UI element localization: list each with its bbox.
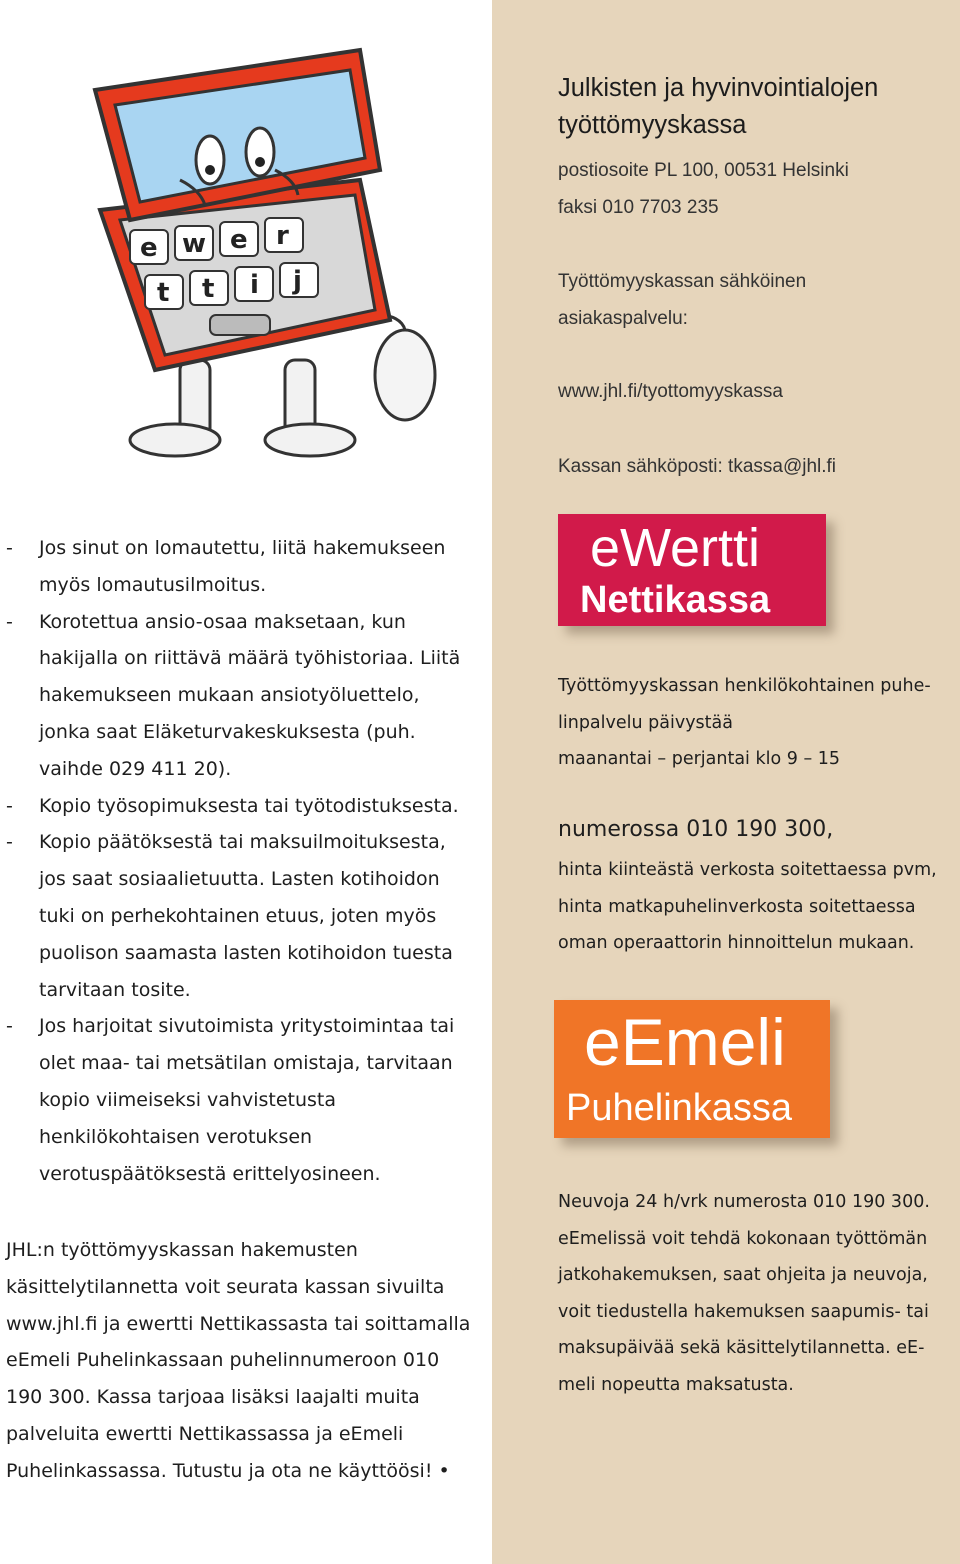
list-bullet: - (6, 831, 13, 854)
info-paragraph: JHL:n työttömyyskassan hakemusten käsittelytilannetta voit seurata kassan sivuilta www.jhl.fi ja ewertti Nettikassasta tai soittamalla eEmeli Puhelinkassaan puhelinnumeroon 010 190 300. Kassa tarjoaa lisäksi laajalti muita palveluita ewertti Nettikassassa ja eEmeli Puhelinkassassa. Tutustu ja ota ne käyttöösi! • (6, 1239, 471, 1482)
eemeli-subtitle: Puhelinkassa (566, 1087, 793, 1129)
key-label: j (293, 266, 302, 296)
ewertti-badge (558, 514, 826, 626)
list-item: - Jos harjoitat sivutoimista yritystoimintaa tai olet maa- tai metsätilan omistaja, tarvitaan kopio viimeiseksi vahvistetusta henkilökohtaisen verotuksen verotuspäätöksestä erittelyosineen. (6, 1008, 476, 1192)
list-item: - Jos sinut on lomautettu, liitä hakemukseen myös lomautusilmoitus. (6, 530, 476, 604)
key-label: w (182, 229, 207, 259)
list-bullet: - (6, 794, 13, 817)
list-bullet: - (6, 1015, 13, 1038)
service-label: Työttömyyskassan sähköinen asiakaspalvelu: (558, 271, 807, 329)
pricing-info: hinta kiinteästä verkosta soitettaessa pvm, hinta matkapuhelinverkosta soitettaessa oman operaattorin hinnoittelun mukaan. (558, 860, 937, 953)
kassa-title: Julkisten ja hyvinvointialojen työttömyyskassa (558, 74, 879, 139)
requirements-list (6, 530, 476, 1192)
list-bullet: - (6, 537, 13, 559)
key-label: e (140, 233, 158, 263)
key-label: i (250, 270, 259, 300)
eemeli-info: Neuvoja 24 h/vrk numerosta 010 190 300. eEmelissä voit tehdä kokonaan työttömän jatkohakemuksen, saat ohjeita ja neuvoja, voit tiedustella hakemuksen saapumis- tai maksupäivää sekä käsittelytilannetta. eE- meli nopeutta maksatusta. (558, 1192, 930, 1395)
key-label: t (157, 278, 170, 308)
laptop-mascot-icon (60, 30, 460, 490)
key-label: r (276, 221, 289, 251)
key-label: e (230, 225, 248, 255)
key-label: t (202, 274, 215, 304)
website-link[interactable]: www.jhl.fi/tyottomyyskassa (558, 381, 783, 402)
postal-address: postiosoite PL 100, 00531 Helsinki faksi 010 7703 235 (558, 160, 849, 218)
list-item: - Korotettua ansio-osaa maksetaan, kun hakijalla on riittävä määrä työhistoriaa. Liitä hakemukseen mukaan ansiotyöluettelo, jonka saat Eläketurvakeskuksesta (puh. vaihde 029 411 20). (6, 604, 476, 788)
phone-service-info: Työttömyyskassan henkilökohtainen puhe- linpalvelu päivystää maanantai – perjantai klo 9 – 15 (558, 676, 931, 769)
eemeli-badge (554, 1000, 830, 1138)
phone-number: numerossa 010 190 300, (558, 817, 834, 842)
ewertti-subtitle: Nettikassa (580, 579, 771, 621)
list-item: - Kopio työsopimuksesta tai työtodistuksesta. (6, 788, 476, 825)
email-contact: Kassan sähköposti: tkassa@jhl.fi (558, 456, 837, 477)
ewertti-title: eWertti (590, 518, 761, 578)
list-item: - Kopio päätöksestä tai maksuilmoituksesta, jos saat sosiaalietuutta. Lasten kotihoidon tuki on perhekohtainen etuus, joten myös puolison saamasta lasten kotihoidon tuesta tarvitaan tosite. (6, 824, 476, 1008)
list-bullet: - (6, 610, 13, 633)
eemeli-title: eEmeli (584, 1005, 786, 1079)
